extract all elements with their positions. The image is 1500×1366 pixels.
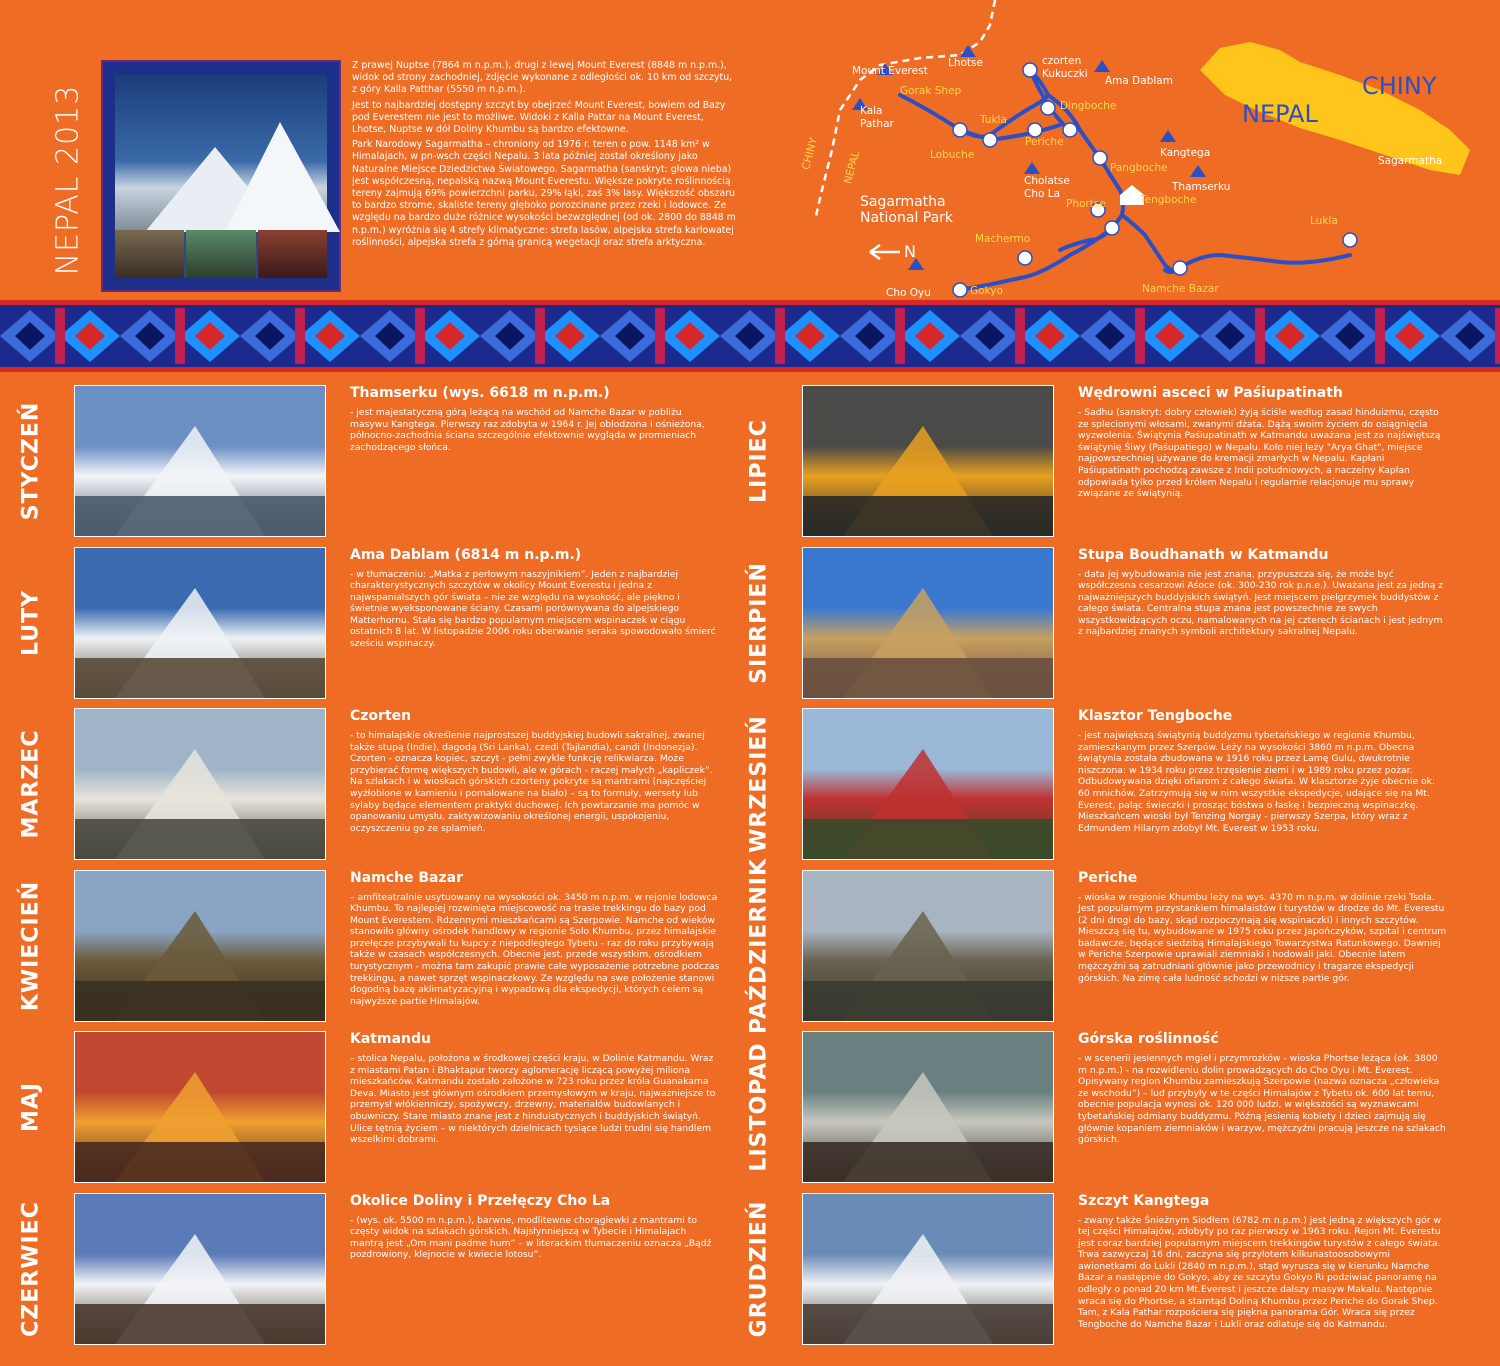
woven-pattern-band — [0, 300, 1500, 372]
month-photo — [74, 708, 326, 860]
month-photo — [802, 385, 1054, 537]
map-label-gorak-shep: Gorak Shep — [900, 85, 962, 97]
month-name — [0, 1031, 62, 1183]
month-title: Górska roślinność — [1078, 1031, 1219, 1047]
map-label-pangboche: Pangboche — [1110, 162, 1168, 174]
month-description: - Sadhu (sanskryt: dobry człowiek) żyją ściśle według zasad hinduizmu, często ze splecionymi włosami, zwanymi dżata. Dążą swoim życiem do osiągnięcia wyzwolenia. Świątynia Paśiupatinath w Katmandu uważana jest za najświętszą świątynię Śiwy (Paśupatiego) w Nepalu. Koło niej leży "Arya Ghat", miejsce najpowszechniej używane do kremacji zmarłych w Nepalu. Kapłani Paśiupatinath pochodzą zawsze z Indii południowych, a naczelny Kapłan odpowiada tylko przed królem Nepalu i regularnie relacjonuje mu sprawy związane ze świątynią. — [1078, 407, 1441, 500]
map-label-cholatse: Cholatse Cho La — [1024, 175, 1070, 200]
month-description: - w tłumaczeniu: „Matka z perłowym naszyjnikiem”. Jeden z najbardziej charakterystycznych szczytów w okolicy Mount Everestu i jedna z najwspanialszych gór świata – nie ze względu na wysokość, ale piękno i świetnie wyeksponowane ściany. Czasami porównywana do alpejskiego Matterhornu. Stała się bardzo popularnym miejscem wspinaczek w ciągu ostatnich 8 lat. W listopadzie 2006 roku oberwanie seraka spowodowało śmierć sześciu wspinaczy. — [350, 568, 716, 650]
header-photo-collage — [115, 74, 327, 278]
month-photo — [74, 385, 326, 537]
month-title: Ama Dablam (6814 m n.p.m.) — [350, 546, 582, 563]
month-description: - jest majestatyczną górą leżącą na wschód od Namche Bazar w pobliżu masywu Kangtega. Pierwszy raz zdobyta w 1964 r. Jej oblodzona i ośnieżona, północno-zachodnia ściana szczególnie efektownie wygląda w promieniach zachodzącego słońca. — [350, 407, 705, 453]
people-photo-strip — [115, 230, 327, 278]
month-title: Namche Bazar — [350, 869, 464, 886]
map-label-chiny-country: CHINY — [1362, 72, 1437, 100]
month-photo — [74, 870, 326, 1022]
map-label-nepal-country: NEPAL — [1242, 100, 1318, 128]
month-entry — [728, 385, 1468, 537]
month-description: – amfiteatralnie usytuowany na wysokości ok. 3450 m n.p.m. w rejonie lodowca Khumbu. To najlepiej rozwinięta miejscowość na trasie trekkingu do bazy pod Mount Everestem. Rdzennymi mieszkańcami są Szerpowie. Namche od wieków stanowiło główny ośrodek handlowy w regionie Solo Khumbu, przez himalajskie przełęcze przybywali tu kupcy z niepodległego Tybetu - raz do roku przybywają także w czasach współczesnych. Obecnie jest, przede wszystkim, ośrodkiem turystycznym - można tam zakupić prawie całe wyposażenie potrzebne podczas trekkingu, a nawet sprzęt wspinaczkowy. Ze względu na swe położenie stanowi dogodną bazę aklimatyzacyjną i wypadową dla ekspedycji, których celem są najwyższe partie Himalajów. — [350, 891, 720, 1007]
map-label-kala-pathar: Kala Pathar — [860, 105, 894, 130]
map-label-periche: Periche — [1025, 136, 1064, 148]
month-name — [0, 385, 62, 537]
month-name — [0, 1193, 62, 1345]
map-north-label: N — [904, 242, 916, 261]
month-title: Periche — [1078, 869, 1138, 886]
month-name-text: LISTOPAD — [746, 1042, 772, 1172]
month-name — [728, 547, 790, 699]
header-photo-frame — [101, 60, 341, 292]
month-entry — [0, 547, 740, 699]
month-name — [0, 870, 62, 1022]
map-label-kangtega: Kangtega — [1160, 147, 1211, 159]
trek-map — [780, 0, 1500, 300]
month-name — [728, 1031, 790, 1183]
month-entry — [0, 385, 740, 537]
map-label-sagarmatha: Sagarmatha — [1378, 155, 1443, 167]
month-name-text: PAŹDZIERNIK — [746, 857, 772, 1034]
map-label-namche: Namche Bazar — [1142, 283, 1219, 295]
month-name — [728, 385, 790, 537]
month-name-text: GRUDZIEŃ — [746, 1200, 772, 1337]
map-label-lukla: Lukla — [1310, 215, 1338, 227]
month-name-text: KWIECIEŃ — [18, 880, 44, 1011]
month-entry — [0, 870, 740, 1022]
month-entry — [728, 547, 1468, 699]
map-label-lobuche: Lobuche — [930, 149, 975, 161]
month-name-text: LUTY — [18, 589, 44, 656]
month-name-text: SIERPIEŃ — [746, 561, 772, 684]
month-description: - jest największą świątynią buddyzmu tybetańskiego w regionie Khumbu, zamieszkanym przez Szerpów. Leży na wysokości 3860 m n.p.m. Obecna świątynia została zbudowana w 1916 roku przez Lamę Gulu, dwukrotnie niszczona: w 1934 roku przez trzęsienie ziemi i w 1989 roku przez pożar. Odbudowywana dzięki ofiarom z całego świata. W klasztorze żyje obecnie ok. 60 mnichów. Zatrzymują się w nim wszystkie ekspedycje, udające się na Mt. Everest, paląc świeczki i prosząc bóstwa o łaskę i bezpieczną wspinaczkę. Mieszkańcem wioski był Tenzing Norgay - pierwszy Szerpa, który wraz z Edmundem Hilarym zdobył Mt. Everest w 1953 roku. — [1078, 730, 1435, 834]
month-description: - wioska w regionie Khumbu leży na wys. 4370 m n.p.m. w dolinie rzeki Tsola. Jest popularnym przystankiem himalaistów i turystów w drodze do Mt. Everestu (2 dni drogi do bazy, skąd rozpoczynają się wspinaczki) i innych szczytów. Mieszczą się tu, wybudowane w 1975 roku przez Japończyków, szpital i centrum badawcze, będące siedzibą Himalajskiego Towarzystwa Ratunkowego. Dawniej w Periche Szerpowie uprawiali ziemniaki i hodowali jaki. Obecnie latem mężczyźni są zatrudniani głównie jako przewodnicy i tragarze ekspedycji górskich. Na zimę cała ludność schodzi w niższe partie gór. — [1078, 891, 1447, 984]
everest-photo — [115, 74, 327, 232]
map-label-border-chiny: CHINY — [800, 136, 821, 172]
month-photo — [802, 708, 1054, 860]
month-entry — [728, 708, 1468, 860]
map-label-tengboche: Tengboche — [1140, 194, 1197, 206]
map-label-lhotse: Lhotse — [948, 57, 983, 69]
month-name-text: MARZEC — [18, 729, 44, 839]
month-name-text: LIPIEC — [746, 419, 772, 503]
month-name — [728, 1193, 790, 1345]
trek-map-graphic — [780, 0, 1500, 300]
month-name-text: CZERWIEC — [18, 1200, 44, 1337]
map-label-tukla: Tukla — [980, 114, 1007, 126]
month-title: Stupa Boudhanath w Katmandu — [1078, 546, 1329, 563]
map-label-thamserku: Thamserku — [1172, 181, 1231, 193]
month-name — [0, 708, 62, 860]
map-label-gokyo: Gokyo — [970, 285, 1003, 297]
month-name-text: MAJ — [18, 1081, 44, 1133]
month-photo — [802, 870, 1054, 1022]
month-description: - w scenerii jesiennych mgieł i przymrozków - wioska Phortse leżąca (ok. 3800 m n.p.m.) - na rozwidleniu dolin prowadzących do Cho Oyu i Mt. Everest. Opisywany region Khumbu zamieszkują Szerpowie (nazwa oznacza „człowieka ze wschodu”) – lud przybyły w te części Himalajów z Tybetu ok. 600 lat temu, obecnie populacja wynosi ok. 120 000 ludzi, w większości są wyznawcami tybetańskiej odmiany buddyzmu. Późną jesienią kobiety i dzieci zajmują się głównie kopaniem ziemniaków i warzyw, mężczyźni pracują jeszcze na szlakach górskich. — [1078, 1053, 1446, 1146]
month-title: Thamserku (wys. 6618 m n.p.m.) — [350, 385, 610, 401]
header-description — [352, 60, 738, 252]
map-label-machermo: Machermo — [975, 233, 1031, 245]
header-paragraph: Jest to najbardziej dostępny szczyt by obejrzeć Mount Everest, bowiem od Bazy pod Everestem nie jest to możliwe. Widoki z Kalla Pattar na Mount Everest, Lhotse, Nuptse w dół Doliny Khumbu są bardzo efektowne. — [352, 99, 726, 136]
month-title: Czorten — [350, 708, 412, 724]
month-title: Katmandu — [350, 1031, 431, 1047]
map-label-phortse: Phortse — [1066, 198, 1106, 210]
month-description: - zwany także Śnieżnym Siodłem (6782 m n.p.m.) jest jedną z większych gór w tej części Himalajów, zdobyty po raz pierwszy w 1963 roku. Rejon Mt. Everestu jest coraz bardziej popularnym miejscem trekkingów turystów z całego świata. Trwa zazwyczaj 16 dni, zaczyna się przylotem kilkunastoosobowymi awionetkami do Lukli (2840 m n.p.m.), stąd wyrusza się w kierunku Namche Bazar a następnie do Gokyo, aby ze szczytu Gokyo Ri podziwiać panoramę na odległy o ponad 20 km Mt.Everest i jeszcze dalszy masyw Makalu. Następnie wraca się do Phortse, a stamtąd Doliną Khumbu przez Periche do Gorak Shep. Tam, z Kala Pathar rozpościera się piękna panorama Gór. Wraca się przez Tengboche do Namche Bazar i Lukli oraz odlatuje się do Katmandu. — [1078, 1214, 1441, 1330]
map-label-czorten: czorten Kukuczki — [1042, 55, 1088, 80]
month-description: – stolica Nepalu, położona w środkowej części kraju, w Dolinie Katmandu. Wraz z miastami Patan i Bhaktapur tworzy aglomerację liczącą powyżej miliona mieszkańców. Katmandu zostało założone w 723 roku przez króla Guanakama Deva. Miasto jest głównym ośrodkiem przemysłowym w kraju, najważniejsze to przemysł włókienniczy, spożywczy, drzewny, materiałów budowlanych i obuwniczy. Stare miasto znane jest z hinduistycznych i buddyjskich świątyń. Ulice tętnią życiem – w niektórych dzielnicach tysiące ludzi trudni się handlem wszelkimi dobrami. — [350, 1053, 716, 1146]
month-photo — [74, 547, 326, 699]
month-photo — [802, 1193, 1054, 1345]
month-description: - to himalajskie określenie najprostszej buddyjskiej budowli sakralnej, zwanej także stupą (Indie), dagodą (Sri Lanka), czedi (Tajlandia), candi (Indonezja). Czorten - oznacza kopiec, szczyt - pełni zwykle funkcję relikwiarza. Może przybierać formę większych budowli, ale w górach - raczej małych „kapliczek”. Na szlakach i w wioskach górskich czorteny pokryte są mantrami (najczęściej wyżłobione w kamieniu i pomalowane na biało) – są to formuły, wersety lub sylaby będące elementem praktyki duchowej. Ich powtarzanie ma pomóc w opanowaniu umysłu, zaktywizowaniu określonej energii, uspokojeniu, oczyszczeniu go ze splamień. — [350, 730, 713, 834]
map-label-mount-everest: Mount Everest — [852, 65, 928, 77]
month-photo — [802, 1031, 1054, 1183]
month-entry — [728, 1193, 1468, 1345]
month-entry — [0, 708, 740, 860]
month-name — [728, 857, 790, 1034]
month-name — [728, 708, 790, 860]
month-name-text: WRZESIEŃ — [746, 715, 772, 853]
month-entry — [728, 857, 1468, 1034]
month-photo — [74, 1031, 326, 1183]
page-title-text: NEPAL 2013 — [50, 84, 86, 276]
page-title — [48, 80, 88, 280]
month-description: - (wys. ok. 5500 m n.p.m.), barwne, modlitewne chorągiewki z mantrami to częsty widok na szlakach górskich. Najsłynniejszą w Tybecie i Himalajach mantrą jest „Om mani padme hum” – w literackim tłumaczeniu oznacza „Bądź pozdrowiony, klejnocie w kwiecie lotosu”. — [350, 1214, 712, 1261]
month-photo — [74, 1193, 326, 1345]
month-title: Klasztor Tengboche — [1078, 708, 1233, 724]
map-label-sagarmatha-np: Sagarmatha National Park — [860, 194, 954, 226]
month-entry — [728, 1031, 1468, 1183]
month-entry — [0, 1193, 740, 1345]
header-paragraph: Z prawej Nuptse (7864 m n.p.m.), drugi z lewej Mount Everest (8848 m n.p.m.), widok od strony zachodniej, zdjęcie wykonane z odległości ok. 10 km od szczytu, z góry Kalla Patthar (5550 m n.p.m.). — [352, 60, 733, 96]
month-photo — [802, 547, 1054, 699]
month-name — [0, 547, 62, 699]
month-title: Wędrowni asceci w Paśiupatinath — [1078, 385, 1343, 401]
month-title: Szczyt Kangtega — [1078, 1192, 1210, 1209]
header-paragraph: Park Narodowy Sagarmatha – chroniony od 1976 r. teren o pow. 1148 km² w Himalajach, w pn-wsch części Nepalu. 3 lata później został określony jako Naturalne Miejsce Dziedzictwa Światowego. Sagarmatha (sanskryt: głowa nieba) jest współczesną, nepalską nazwą Mount Everestu. Większe pokryte roślinnością tereny zajmują 69% powierzchni parku, 29% łąki, zaś 3% lasy. Większość obszaru to bardzo strome, skaliste tereny głęboko porozcinane przez rzeki i lodowce. Ze względu na bardzo duże różnice wysokości bezwzględnej (od ok. 2800 do 8848 m n.p.m.) wyróżnia się 4 strefy klimatyczne: strefa lasów, alpejska strefa karłowatej roślinności, alpejska strefa z górną granicą wegetacji oraz strefa arktyczna. — [352, 139, 736, 248]
month-entry — [0, 1031, 740, 1183]
month-name-text: STYCZEŃ — [18, 401, 44, 521]
map-label-cho-oyu: Cho Oyu — [886, 287, 931, 299]
map-label-dingboche: Dingboche — [1060, 100, 1117, 112]
map-label-ama-dablam: Ama Dablam — [1105, 75, 1173, 87]
map-label-border-nepal: NEPAL — [842, 149, 863, 186]
month-title: Okolice Doliny i Przełęczy Cho La — [350, 1192, 611, 1209]
month-description: - data jej wybudowania nie jest znana, przypuszcza się, że może być współczesna cesarzowi Aśoce (ok. 300-230 rok p.n.e.). Uważana jest za jedną z najważniejszych buddyjskich świątyń. Jest miejscem pielgrzymek buddystów z całego świata. Centralna stupa znana jest powszechnie ze swych wszystkowidzących oczu, namalowanych na jej czterech ścianach i jest jednym z najbardziej znanych symboli architektury sakralnej Nepalu. — [1078, 568, 1444, 638]
